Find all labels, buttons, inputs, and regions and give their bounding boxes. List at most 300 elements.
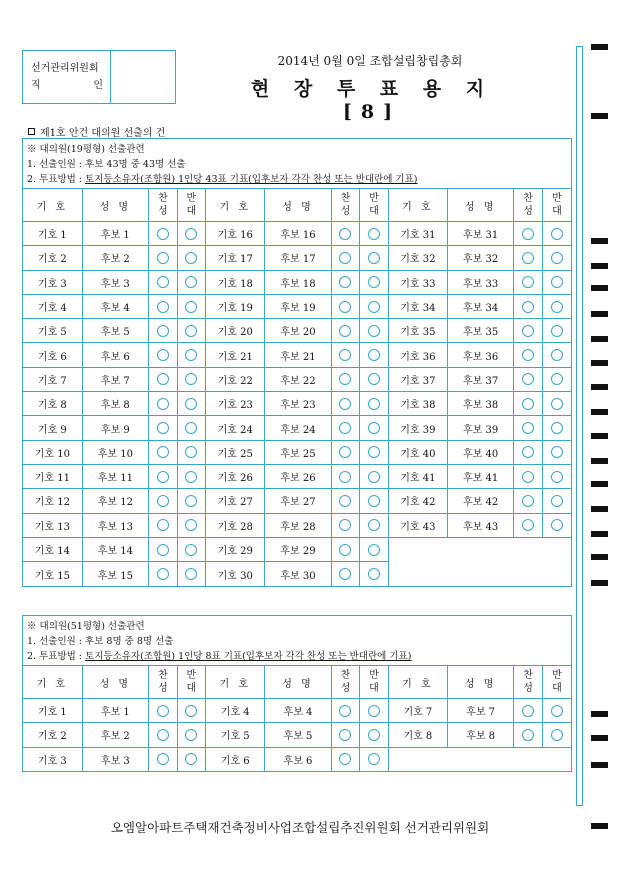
reject-circle-icon[interactable] xyxy=(368,349,380,361)
timing-mark xyxy=(591,735,608,741)
reject-circle-icon[interactable] xyxy=(368,422,380,434)
approve-cell[interactable] xyxy=(331,440,360,464)
reject-cell[interactable] xyxy=(542,513,571,537)
reject-cell[interactable] xyxy=(177,392,206,416)
reject-circle-icon[interactable] xyxy=(368,568,380,580)
approve-cell[interactable] xyxy=(331,513,360,537)
approve-cell[interactable] xyxy=(149,537,178,561)
approve-cell[interactable] xyxy=(331,747,360,771)
reject-circle-icon[interactable] xyxy=(551,301,563,313)
reject-cell[interactable] xyxy=(360,747,389,771)
approve-cell[interactable] xyxy=(331,489,360,513)
approve-cell[interactable] xyxy=(514,343,543,367)
approve-cell[interactable] xyxy=(514,723,543,747)
approve-cell[interactable] xyxy=(149,270,178,294)
timing-mark xyxy=(591,433,608,439)
approve-circle-icon[interactable] xyxy=(339,544,351,556)
reject-cell[interactable] xyxy=(360,489,389,513)
reject-circle-icon[interactable] xyxy=(185,519,197,531)
approve-circle-icon[interactable] xyxy=(157,349,169,361)
candidate-number: 기호 6 xyxy=(206,747,265,771)
approve-circle-icon[interactable] xyxy=(339,252,351,264)
ballot-title: 현 장 투 표 용 지 [8] xyxy=(250,78,494,123)
reject-circle-icon[interactable] xyxy=(551,252,563,264)
header-reject: 반 대 xyxy=(177,666,206,699)
reject-circle-icon[interactable] xyxy=(185,325,197,337)
reject-cell[interactable] xyxy=(177,222,206,246)
stamp-label xyxy=(23,51,111,103)
timing-mark xyxy=(591,531,608,537)
reject-cell[interactable] xyxy=(360,464,389,488)
candidate-name: 후보 23 xyxy=(265,392,331,416)
candidate-number: 기호 19 xyxy=(206,294,265,318)
reject-cell[interactable] xyxy=(177,319,206,343)
approve-cell[interactable] xyxy=(331,537,360,561)
approve-circle-icon[interactable] xyxy=(157,398,169,410)
reject-circle-icon[interactable] xyxy=(185,349,197,361)
approve-circle-icon[interactable] xyxy=(157,495,169,507)
timing-mark xyxy=(591,481,608,487)
reject-circle-icon[interactable] xyxy=(551,495,563,507)
header-name: 성 명 xyxy=(447,666,513,699)
approve-cell[interactable] xyxy=(514,222,543,246)
reject-circle-icon[interactable] xyxy=(185,276,197,288)
reject-cell[interactable] xyxy=(542,270,571,294)
candidate-name: 후보 41 xyxy=(447,464,513,488)
approve-circle-icon[interactable] xyxy=(522,228,534,240)
approve-cell[interactable] xyxy=(514,699,543,723)
approve-circle-icon[interactable] xyxy=(157,753,169,765)
approve-circle-icon[interactable] xyxy=(157,422,169,434)
reject-circle-icon[interactable] xyxy=(551,228,563,240)
reject-cell[interactable] xyxy=(360,294,389,318)
reject-circle-icon[interactable] xyxy=(551,325,563,337)
approve-cell[interactable] xyxy=(149,246,178,270)
approve-circle-icon[interactable] xyxy=(339,398,351,410)
reject-cell[interactable] xyxy=(177,537,206,561)
reject-cell[interactable] xyxy=(177,294,206,318)
approve-circle-icon[interactable] xyxy=(522,252,534,264)
seal-area xyxy=(111,51,175,103)
meeting-subtitle: 2014년 0월 0일 조합설립창립총회 xyxy=(277,54,463,68)
approve-circle-icon[interactable] xyxy=(339,471,351,483)
approve-circle-icon[interactable] xyxy=(522,398,534,410)
candidate-number: 기호 29 xyxy=(206,537,265,561)
header-approve: 찬 성 xyxy=(514,666,543,699)
candidate-number: 기호 3 xyxy=(23,747,82,771)
candidate-number: 기호 18 xyxy=(206,270,265,294)
approve-circle-icon[interactable] xyxy=(339,495,351,507)
candidate-number: 기호 16 xyxy=(206,222,265,246)
approve-cell[interactable] xyxy=(149,747,178,771)
approve-circle-icon[interactable] xyxy=(522,325,534,337)
empty-cell xyxy=(388,747,571,771)
candidate-table xyxy=(23,665,571,771)
reject-cell[interactable] xyxy=(360,270,389,294)
candidate-number: 기호 36 xyxy=(388,343,447,367)
approve-circle-icon[interactable] xyxy=(339,301,351,313)
candidate-name: 후보 3 xyxy=(82,270,148,294)
reject-circle-icon[interactable] xyxy=(368,471,380,483)
reject-circle-icon[interactable] xyxy=(185,753,197,765)
approve-circle-icon[interactable] xyxy=(157,519,169,531)
candidate-name: 후보 11 xyxy=(82,464,148,488)
header-number: 기 호 xyxy=(388,666,447,699)
approve-cell[interactable] xyxy=(514,464,543,488)
header-approve: 찬 성 xyxy=(514,189,543,222)
candidate-name: 후보 22 xyxy=(265,367,331,391)
reject-circle-icon[interactable] xyxy=(185,422,197,434)
agenda-line xyxy=(28,124,165,139)
candidate-name: 후보 1 xyxy=(82,699,148,723)
candidate-number: 기호 27 xyxy=(206,489,265,513)
approve-cell[interactable] xyxy=(331,294,360,318)
reject-circle-icon[interactable] xyxy=(185,471,197,483)
seats-line: 1. 선출인원 : 후보 43명 중 43명 선출 xyxy=(27,159,186,170)
approve-cell[interactable] xyxy=(149,416,178,440)
stamp-box xyxy=(22,50,176,104)
reject-cell[interactable] xyxy=(177,367,206,391)
table-row xyxy=(23,513,571,537)
approve-circle-icon[interactable] xyxy=(157,228,169,240)
approve-circle-icon[interactable] xyxy=(522,519,534,531)
candidate-number: 기호 7 xyxy=(23,367,82,391)
reject-circle-icon[interactable] xyxy=(368,544,380,556)
reject-circle-icon[interactable] xyxy=(185,568,197,580)
reject-circle-icon[interactable] xyxy=(368,373,380,385)
approve-circle-icon[interactable] xyxy=(522,373,534,385)
timing-mark xyxy=(591,113,608,119)
reject-circle-icon[interactable] xyxy=(368,398,380,410)
committee-label: 선거관리위원회 xyxy=(31,63,99,74)
reject-circle-icon[interactable] xyxy=(368,753,380,765)
reject-circle-icon[interactable] xyxy=(185,495,197,507)
candidate-number: 기호 8 xyxy=(388,723,447,747)
reject-circle-icon[interactable] xyxy=(551,349,563,361)
reject-cell[interactable] xyxy=(177,699,206,723)
candidate-number: 기호 23 xyxy=(206,392,265,416)
reject-cell[interactable] xyxy=(177,747,206,771)
table-row xyxy=(23,699,571,723)
reject-cell[interactable] xyxy=(177,489,206,513)
candidate-number: 기호 8 xyxy=(23,392,82,416)
approve-circle-icon[interactable] xyxy=(339,325,351,337)
candidate-number: 기호 6 xyxy=(23,343,82,367)
approve-cell[interactable] xyxy=(149,464,178,488)
approve-circle-icon[interactable] xyxy=(339,373,351,385)
approve-cell[interactable] xyxy=(149,222,178,246)
reject-circle-icon[interactable] xyxy=(185,705,197,717)
candidate-number: 기호 43 xyxy=(388,513,447,537)
header-approve: 찬 성 xyxy=(331,189,360,222)
approve-cell[interactable] xyxy=(514,270,543,294)
approve-cell[interactable] xyxy=(514,489,543,513)
reject-circle-icon[interactable] xyxy=(368,705,380,717)
reject-cell[interactable] xyxy=(360,392,389,416)
approve-circle-icon[interactable] xyxy=(522,422,534,434)
reject-cell[interactable] xyxy=(360,440,389,464)
candidate-name: 후보 29 xyxy=(265,537,331,561)
reject-cell[interactable] xyxy=(542,440,571,464)
reject-circle-icon[interactable] xyxy=(185,398,197,410)
approve-cell[interactable] xyxy=(514,416,543,440)
approve-cell[interactable] xyxy=(331,392,360,416)
candidate-number: 기호 31 xyxy=(388,222,447,246)
table-row xyxy=(23,416,571,440)
approve-circle-icon[interactable] xyxy=(157,276,169,288)
candidate-number: 기호 37 xyxy=(388,367,447,391)
candidate-name: 후보 12 xyxy=(82,489,148,513)
approve-cell[interactable] xyxy=(149,723,178,747)
reject-cell[interactable] xyxy=(542,489,571,513)
header-reject: 반 대 xyxy=(542,189,571,222)
approve-circle-icon[interactable] xyxy=(157,705,169,717)
reject-circle-icon[interactable] xyxy=(551,446,563,458)
reject-circle-icon[interactable] xyxy=(185,252,197,264)
reject-circle-icon[interactable] xyxy=(368,495,380,507)
approve-circle-icon[interactable] xyxy=(339,446,351,458)
approve-circle-icon[interactable] xyxy=(157,252,169,264)
reject-cell[interactable] xyxy=(542,294,571,318)
approve-circle-icon[interactable] xyxy=(339,753,351,765)
candidate-name: 후보 20 xyxy=(265,319,331,343)
candidate-name: 후보 39 xyxy=(447,416,513,440)
reject-circle-icon[interactable] xyxy=(368,325,380,337)
header-reject: 반 대 xyxy=(360,666,389,699)
approve-cell[interactable] xyxy=(331,319,360,343)
candidate-name: 후보 30 xyxy=(265,562,331,586)
approve-circle-icon[interactable] xyxy=(339,729,351,741)
reject-circle-icon[interactable] xyxy=(551,373,563,385)
reject-cell[interactable] xyxy=(177,246,206,270)
timing-mark xyxy=(591,44,608,50)
approve-cell[interactable] xyxy=(331,416,360,440)
approve-cell[interactable] xyxy=(149,699,178,723)
approve-cell[interactable] xyxy=(514,294,543,318)
reject-cell[interactable] xyxy=(177,723,206,747)
candidate-number: 기호 2 xyxy=(23,723,82,747)
candidate-name: 후보 3 xyxy=(82,747,148,771)
candidate-name: 후보 5 xyxy=(265,723,331,747)
approve-circle-icon[interactable] xyxy=(522,495,534,507)
reject-cell[interactable] xyxy=(360,367,389,391)
header-approve: 찬 성 xyxy=(149,666,178,699)
approve-circle-icon[interactable] xyxy=(157,373,169,385)
approve-circle-icon[interactable] xyxy=(522,471,534,483)
reject-circle-icon[interactable] xyxy=(551,276,563,288)
reject-cell[interactable] xyxy=(360,562,389,586)
table-row xyxy=(23,294,571,318)
approve-cell[interactable] xyxy=(149,392,178,416)
approve-cell[interactable] xyxy=(149,319,178,343)
header-reject: 반 대 xyxy=(360,189,389,222)
candidate-name: 후보 35 xyxy=(447,319,513,343)
reject-circle-icon[interactable] xyxy=(551,729,563,741)
approve-cell[interactable] xyxy=(149,513,178,537)
approve-circle-icon[interactable] xyxy=(157,446,169,458)
reject-cell[interactable] xyxy=(177,440,206,464)
approve-circle-icon[interactable] xyxy=(522,276,534,288)
reject-cell[interactable] xyxy=(177,513,206,537)
reject-cell[interactable] xyxy=(542,319,571,343)
approve-circle-icon[interactable] xyxy=(339,519,351,531)
candidate-name: 후보 15 xyxy=(82,562,148,586)
candidate-number: 기호 24 xyxy=(206,416,265,440)
header-number: 기 호 xyxy=(206,189,265,222)
approve-cell[interactable] xyxy=(331,699,360,723)
reject-cell[interactable] xyxy=(542,723,571,747)
approve-circle-icon[interactable] xyxy=(339,276,351,288)
reject-circle-icon[interactable] xyxy=(368,301,380,313)
reject-circle-icon[interactable] xyxy=(551,519,563,531)
approve-cell[interactable] xyxy=(514,513,543,537)
approve-cell[interactable] xyxy=(149,489,178,513)
table-row xyxy=(23,537,571,561)
candidate-number: 기호 40 xyxy=(388,440,447,464)
approve-cell[interactable] xyxy=(149,367,178,391)
approve-cell[interactable] xyxy=(331,464,360,488)
candidate-name: 후보 31 xyxy=(447,222,513,246)
timing-mark xyxy=(591,360,608,366)
candidate-name: 후보 13 xyxy=(82,513,148,537)
approve-cell[interactable] xyxy=(514,246,543,270)
approve-cell[interactable] xyxy=(514,319,543,343)
approve-cell[interactable] xyxy=(331,246,360,270)
header-name: 성 명 xyxy=(82,666,148,699)
candidate-number: 기호 5 xyxy=(23,319,82,343)
reject-circle-icon[interactable] xyxy=(368,276,380,288)
reject-circle-icon[interactable] xyxy=(185,544,197,556)
candidate-number: 기호 14 xyxy=(23,537,82,561)
table-row xyxy=(23,343,571,367)
approve-cell[interactable] xyxy=(331,343,360,367)
approve-cell[interactable] xyxy=(514,367,543,391)
reject-cell[interactable] xyxy=(360,416,389,440)
reject-cell[interactable] xyxy=(542,464,571,488)
approve-circle-icon[interactable] xyxy=(339,422,351,434)
reject-cell[interactable] xyxy=(177,416,206,440)
approve-cell[interactable] xyxy=(514,392,543,416)
reject-cell[interactable] xyxy=(542,699,571,723)
candidate-number: 기호 41 xyxy=(388,464,447,488)
approve-circle-icon[interactable] xyxy=(339,705,351,717)
reject-cell[interactable] xyxy=(177,562,206,586)
header-approve: 찬 성 xyxy=(331,666,360,699)
reject-cell[interactable] xyxy=(177,270,206,294)
timing-mark xyxy=(591,458,608,464)
header-name: 성 명 xyxy=(265,189,331,222)
candidate-number: 기호 28 xyxy=(206,513,265,537)
header-name: 성 명 xyxy=(82,189,148,222)
approve-cell[interactable] xyxy=(331,562,360,586)
reject-circle-icon[interactable] xyxy=(368,519,380,531)
reject-cell[interactable] xyxy=(360,222,389,246)
approve-circle-icon[interactable] xyxy=(522,301,534,313)
reject-cell[interactable] xyxy=(360,513,389,537)
reject-cell[interactable] xyxy=(542,367,571,391)
reject-cell[interactable] xyxy=(542,416,571,440)
reject-cell[interactable] xyxy=(360,343,389,367)
approve-circle-icon[interactable] xyxy=(339,228,351,240)
reject-cell[interactable] xyxy=(360,723,389,747)
reject-cell[interactable] xyxy=(542,222,571,246)
candidate-name: 후보 7 xyxy=(82,367,148,391)
table-row xyxy=(23,319,571,343)
reject-circle-icon[interactable] xyxy=(551,422,563,434)
timing-mark xyxy=(591,384,608,390)
reject-circle-icon[interactable] xyxy=(185,373,197,385)
table-row xyxy=(23,562,571,586)
table-row xyxy=(23,367,571,391)
timing-mark xyxy=(591,263,608,269)
candidate-name: 후보 7 xyxy=(447,699,513,723)
reject-circle-icon[interactable] xyxy=(185,446,197,458)
candidate-name: 후보 38 xyxy=(447,392,513,416)
approve-circle-icon[interactable] xyxy=(157,568,169,580)
reject-circle-icon[interactable] xyxy=(368,446,380,458)
approve-cell[interactable] xyxy=(149,294,178,318)
empty-cell xyxy=(388,562,571,586)
timing-mark xyxy=(591,580,608,586)
reject-circle-icon[interactable] xyxy=(368,729,380,741)
reject-cell[interactable] xyxy=(360,537,389,561)
reject-circle-icon[interactable] xyxy=(185,729,197,741)
reject-cell[interactable] xyxy=(360,319,389,343)
candidate-name: 후보 37 xyxy=(447,367,513,391)
reject-cell[interactable] xyxy=(542,392,571,416)
approve-circle-icon[interactable] xyxy=(339,349,351,361)
approve-circle-icon[interactable] xyxy=(157,471,169,483)
reject-circle-icon[interactable] xyxy=(551,705,563,717)
reject-cell[interactable] xyxy=(177,464,206,488)
candidate-number: 기호 20 xyxy=(206,319,265,343)
reject-circle-icon[interactable] xyxy=(368,252,380,264)
reject-circle-icon[interactable] xyxy=(185,228,197,240)
reject-cell[interactable] xyxy=(360,699,389,723)
reject-cell[interactable] xyxy=(542,246,571,270)
candidate-number: 기호 26 xyxy=(206,464,265,488)
reject-circle-icon[interactable] xyxy=(185,301,197,313)
approve-circle-icon[interactable] xyxy=(339,568,351,580)
approve-cell[interactable] xyxy=(149,562,178,586)
reject-cell[interactable] xyxy=(542,343,571,367)
approve-cell[interactable] xyxy=(331,270,360,294)
reject-circle-icon[interactable] xyxy=(551,471,563,483)
approve-cell[interactable] xyxy=(331,222,360,246)
reject-circle-icon[interactable] xyxy=(368,228,380,240)
approve-circle-icon[interactable] xyxy=(522,446,534,458)
approve-cell[interactable] xyxy=(149,343,178,367)
approve-cell[interactable] xyxy=(331,367,360,391)
approve-circle-icon[interactable] xyxy=(157,544,169,556)
candidate-name: 후보 18 xyxy=(265,270,331,294)
reject-cell[interactable] xyxy=(177,343,206,367)
approve-circle-icon[interactable] xyxy=(522,349,534,361)
reject-circle-icon[interactable] xyxy=(551,398,563,410)
header-name: 성 명 xyxy=(265,666,331,699)
approve-circle-icon[interactable] xyxy=(522,705,534,717)
approve-circle-icon[interactable] xyxy=(157,301,169,313)
approve-cell[interactable] xyxy=(514,440,543,464)
approve-cell[interactable] xyxy=(331,723,360,747)
timing-mark xyxy=(591,311,608,317)
candidate-name: 후보 42 xyxy=(447,489,513,513)
approve-cell[interactable] xyxy=(149,440,178,464)
approve-circle-icon[interactable] xyxy=(157,729,169,741)
approve-circle-icon[interactable] xyxy=(522,729,534,741)
approve-circle-icon[interactable] xyxy=(157,325,169,337)
reject-cell[interactable] xyxy=(360,246,389,270)
